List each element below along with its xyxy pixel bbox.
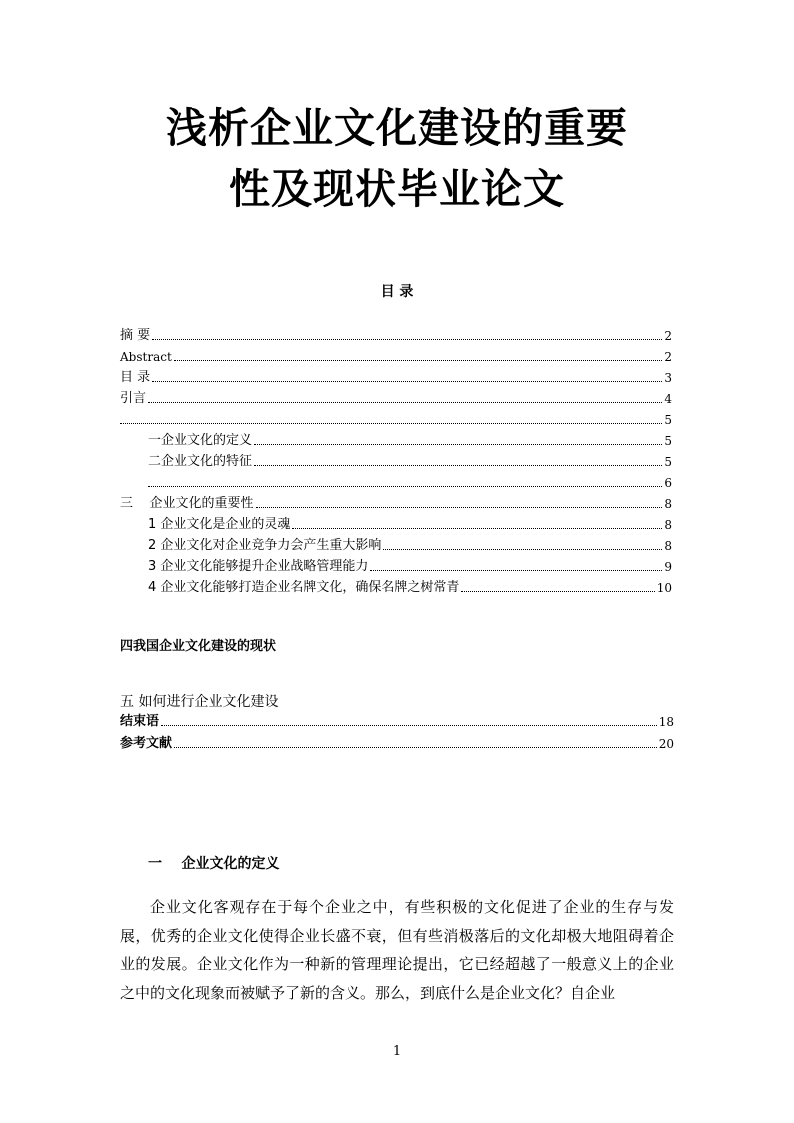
toc-leader-dots xyxy=(174,747,657,748)
toc-entry-1[interactable] xyxy=(120,515,672,533)
toc-leader-dots xyxy=(148,402,662,403)
toc-entry-blank-6[interactable] xyxy=(120,473,672,491)
toc-entry-abstract-cn[interactable] xyxy=(120,326,672,344)
toc-entry-label: 目 录 xyxy=(120,370,151,385)
toc-leader-dots xyxy=(148,486,662,487)
toc-entry-label: 3 企业文化能够提升企业战略管理能力 xyxy=(148,559,369,574)
toc-entry-page: 3 xyxy=(664,371,672,385)
toc-leader-dots xyxy=(292,528,662,529)
toc-entry-label: 参考文献 xyxy=(120,736,173,751)
toc-entry-label: 三 企业文化的重要性 xyxy=(120,496,254,511)
toc-entry-2[interactable] xyxy=(120,536,672,554)
toc-entry-characteristics[interactable] xyxy=(120,452,672,470)
toc-section-5: 五 如何进行企业文化建设 xyxy=(120,694,279,710)
toc-entry-label: 一企业文化的定义 xyxy=(148,433,253,448)
toc-entry-label: 二企业文化的特征 xyxy=(148,454,253,469)
body-paragraph: 企业文化客观存在于每个企业之中，有些积极的文化促进了企业的生存与发展，优秀的企业文化使得企业长盛不衰，但有些消极落后的文化却极大地阻碍着企业的发展。企业文化作为一种新的管理理论提出，它已经超越了一般意义上的企业之中的文化现象而被赋予了新的含义。那么，到底什么是企业文化？自企业 xyxy=(120,898,674,1002)
toc-leader-dots xyxy=(461,591,654,592)
toc-section-4: 四我国企业文化建设的现状 xyxy=(120,639,277,654)
toc-entry-page: 10 xyxy=(656,581,672,595)
toc-entry-label: Abstract xyxy=(120,350,172,364)
toc-entry-definition[interactable] xyxy=(120,431,672,449)
toc-entry-label: 4 企业文化能够打造企业名牌文化，确保名牌之树常青 xyxy=(148,580,460,595)
toc-leader-dots xyxy=(254,465,662,466)
toc-entry-page: 2 xyxy=(664,350,672,364)
toc-entry-conclusion[interactable] xyxy=(120,712,674,730)
toc-leader-dots xyxy=(370,570,662,571)
toc-entry-4[interactable] xyxy=(120,578,672,596)
toc-entry-page: 18 xyxy=(658,715,674,729)
toc-leader-dots xyxy=(152,339,662,340)
toc-entry-page: 9 xyxy=(664,560,672,574)
toc-leader-dots xyxy=(256,507,663,508)
toc-entry-page: 5 xyxy=(664,413,672,427)
toc-entry-label: 摘 要 xyxy=(120,328,151,343)
toc-heading: 目 录 xyxy=(380,284,414,300)
toc-leader-dots xyxy=(120,423,662,424)
section-heading: 一 企业文化的定义 xyxy=(148,856,280,872)
toc-entry-label: 2 企业文化对企业竞争力会产生重大影响 xyxy=(148,538,382,553)
title-line-2: 性及现状毕业论文 xyxy=(229,165,565,213)
toc-entry-contents[interactable] xyxy=(120,368,672,386)
toc-entry-page: 2 xyxy=(664,329,672,343)
toc-entry-references[interactable] xyxy=(120,734,674,752)
toc-entry-page: 5 xyxy=(664,455,672,469)
toc-entry-importance[interactable] xyxy=(120,494,672,512)
toc-leader-dots xyxy=(174,360,663,361)
toc-leader-dots xyxy=(254,444,662,445)
toc-entry-page: 8 xyxy=(664,518,672,532)
toc-entry-label: 1 企业文化是企业的灵魂 xyxy=(148,517,291,532)
toc-entry-page: 8 xyxy=(664,539,672,553)
toc-entry-page: 8 xyxy=(664,497,672,511)
document-title xyxy=(0,98,794,220)
toc-entry-introduction[interactable] xyxy=(120,389,672,407)
toc-entry-page: 6 xyxy=(664,476,672,490)
toc-entry-label: 结束语 xyxy=(120,714,160,729)
toc-entry-blank-5[interactable] xyxy=(120,410,672,428)
toc-leader-dots xyxy=(152,381,662,382)
title-line-1: 浅析企业文化建设的重要 xyxy=(166,104,628,152)
toc-entry-label: 引言 xyxy=(120,391,147,406)
toc-leader-dots xyxy=(383,549,662,550)
toc-entry-page: 4 xyxy=(664,392,672,406)
toc-entry-page: 5 xyxy=(664,434,672,448)
toc-entry-3[interactable] xyxy=(120,557,672,575)
page-number: 1 xyxy=(392,1044,402,1059)
toc-leader-dots xyxy=(161,725,657,726)
toc-entry-abstract-en[interactable] xyxy=(120,347,672,365)
toc-entry-page: 20 xyxy=(658,737,674,751)
